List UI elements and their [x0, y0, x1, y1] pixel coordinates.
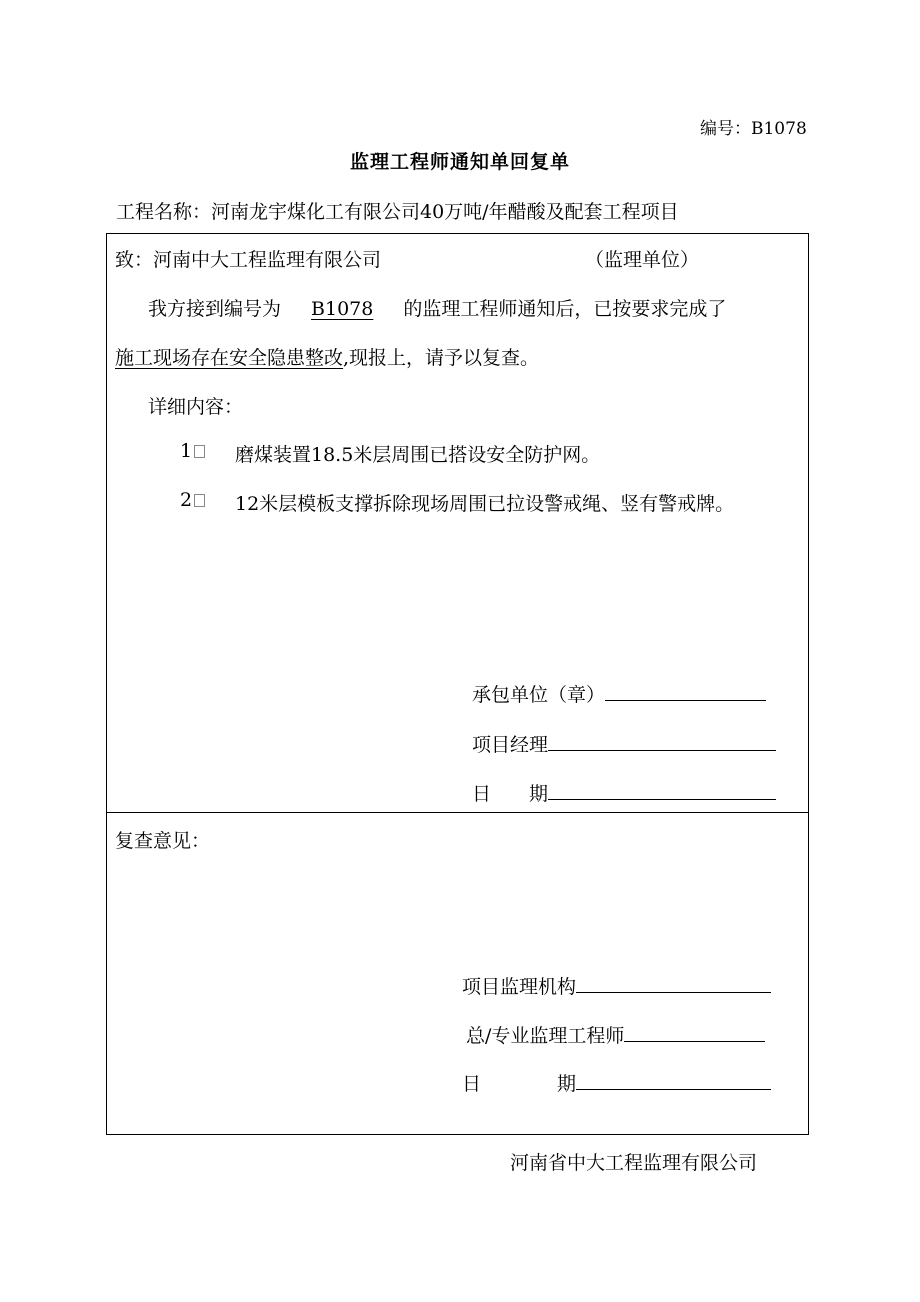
checkbox-icon — [194, 445, 205, 458]
details-label: 详细内容： — [148, 396, 244, 418]
body-end: ,现报上，请予以复查。 — [343, 347, 540, 369]
review-opinion-label: 复查意见： — [115, 830, 211, 852]
date-row — [472, 779, 776, 806]
recipient-label: 致：河南中大工程监理有限公司 — [115, 249, 382, 271]
item-number: 2 — [180, 489, 193, 511]
detail-item-text: 磨煤装置18.5米层周围已搭设安全防护网。 — [235, 444, 601, 466]
task-description: 施工现场存在安全隐患整改 — [115, 347, 344, 369]
detail-item — [180, 440, 205, 462]
engineer-label: 总/专业监理工程师 — [466, 1025, 625, 1047]
contractor-signature-row — [472, 680, 766, 707]
supervision-org-field[interactable] — [576, 974, 771, 993]
detail-item-text: 12米层模板支撑拆除现场周围已拉设警戒绳、竖有警戒牌。 — [235, 493, 735, 515]
project-name: 工程名称：河南龙宇煤化工有限公司40万吨/年醋酸及配套工程项目 — [116, 201, 679, 223]
body-suffix: 的监理工程师通知后，已按要求完成了 — [403, 298, 727, 320]
reply-body-line2 — [115, 343, 539, 370]
review-date-row — [462, 1069, 771, 1096]
document-number: 编号：B1078 — [700, 119, 807, 139]
pm-signature-field[interactable] — [548, 732, 776, 751]
body-prefix: 我方接到编号为 — [148, 298, 282, 320]
engineer-signature-row — [466, 1021, 765, 1048]
checkbox-icon — [194, 494, 205, 507]
reply-body-line1 — [148, 294, 726, 321]
date-field[interactable] — [548, 781, 776, 800]
detail-item — [180, 489, 205, 511]
notice-number: B1078 — [311, 298, 374, 320]
page-title: 监理工程师通知单回复单 — [349, 151, 570, 173]
contractor-stamp-field[interactable] — [605, 682, 766, 701]
review-date-label: 日 期 — [462, 1073, 577, 1095]
item-number: 1 — [180, 440, 193, 462]
review-date-field[interactable] — [576, 1071, 771, 1090]
pm-signature-row — [472, 730, 776, 757]
supervision-org-row — [462, 972, 771, 999]
footer-company: 河南省中大工程监理有限公司 — [510, 1152, 758, 1174]
contractor-label: 承包单位（章） — [472, 684, 606, 706]
date-label: 日 期 — [472, 783, 549, 805]
supervision-org-label: 项目监理机构 — [462, 976, 577, 998]
pm-label: 项目经理 — [472, 734, 549, 756]
recipient-unit-label: （监理单位） — [585, 249, 700, 271]
engineer-signature-field[interactable] — [624, 1023, 765, 1042]
